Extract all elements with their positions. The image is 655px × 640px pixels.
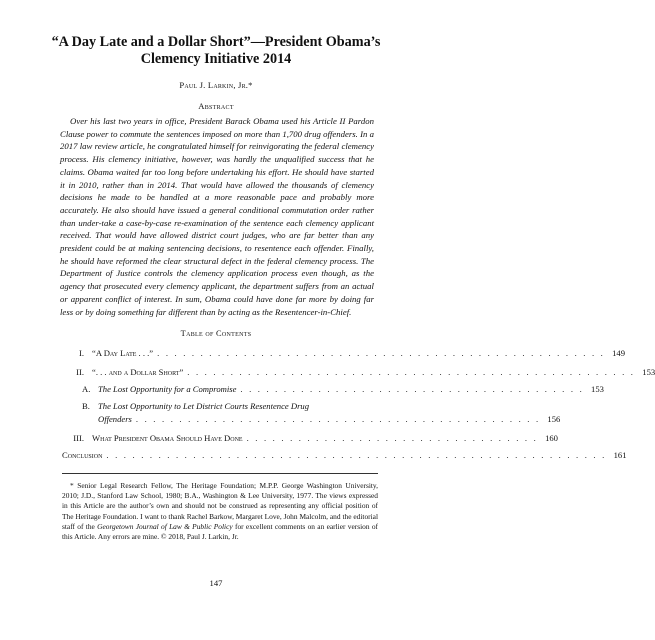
toc-entry-page: 153: [642, 367, 655, 377]
toc-entry-label: The Lost Opportunity for a Compromise: [98, 384, 237, 394]
toc-leader-dots: . . . . . . . . . . . . . . . . . . . . . . . . . . . . . . . . . .: [246, 433, 538, 443]
abstract-heading: Abstract: [198, 101, 234, 111]
toc-entry-number: B.: [82, 401, 90, 411]
toc-entry-page: 153: [591, 384, 604, 394]
toc-entry-2: [62, 366, 655, 378]
article-title: “A Day Late and a Dollar Short”—President Obama’s Clemency Initiative 2014: [51, 34, 381, 67]
toc-entry-number: I.: [78, 348, 84, 358]
toc-entry-page: 160: [545, 433, 558, 443]
toc-leader-dots: . . . . . . . . . . . . . . . . . . . . . . . . . . . . . . . . . . . . . . . . . . . . . . .: [135, 414, 541, 424]
toc-entry-2b-cont: [98, 413, 561, 425]
footnote-separator: [62, 473, 378, 474]
toc-entry-number: A.: [82, 384, 91, 394]
toc-leader-dots: . . . . . . . . . . . . . . . . . . . . . . . . . . . . . . . . . . . . . . . . . . . . . . . . . . . .: [187, 367, 636, 377]
toc-entry-number: II.: [76, 367, 84, 377]
toc-entry-1: [62, 347, 626, 359]
toc-entry-2a: [82, 383, 604, 395]
toc-heading: Table of Contents: [180, 329, 252, 338]
toc-entry-page: 149: [612, 348, 626, 358]
toc-entry-page: 156: [547, 414, 561, 424]
toc-entry-page: 161: [613, 450, 627, 460]
toc-entry-number: III.: [73, 433, 84, 443]
journal-name: Georgetown Journal of Law & Public Policy: [97, 521, 233, 531]
toc-entry-label-line1: The Lost Opportunity to Let District Courts Resentence Drug: [98, 401, 310, 411]
toc-leader-dots: . . . . . . . . . . . . . . . . . . . . . . . . . . . . . . . . . . . . . . . .: [240, 384, 584, 394]
author-byline: Paul J. Larkin, Jr.*: [179, 80, 253, 90]
toc-leader-dots: . . . . . . . . . . . . . . . . . . . . . . . . . . . . . . . . . . . . . . . . . . . . . . . . . . . . . . . . . .: [106, 450, 607, 460]
toc-entry-conclusion: [62, 449, 627, 461]
toc-entry-label-line2: Offenders: [98, 414, 132, 424]
toc-entry-label: “A Day Late . . .”: [92, 348, 154, 358]
toc-entry-2b: [82, 400, 378, 412]
footnote-text: * Senior Legal Research Fellow, The Heritage Foundation; M.P.P. George Washington University, 2010; J.D., Stanford Law School, 1980; B.A., Washington & Lee University, 1977. The views expressed in this Article are the author’s own and should not be construed as representing any official position of The Heritage Foundation. I want to thank Rachel Barkow, Margaret Love, John Malcolm, and the editorial staff of the Georgetown Journal of Law & Public Policy for excellent comments on an earlier version of this Article. Any errors are mine. © 2018, Paul J. Larkin, Jr.: [62, 481, 378, 542]
toc-leader-dots: . . . . . . . . . . . . . . . . . . . . . . . . . . . . . . . . . . . . . . . . . . . . . . . . . . . .: [157, 348, 606, 358]
toc-entry-3: [62, 432, 558, 444]
toc-entry-label: “. . . and a Dollar Short”: [92, 367, 184, 377]
page-number: 147: [209, 578, 223, 588]
abstract-text: Over his last two years in office, President Barack Obama used his Article II Pardon Clause power to commute the sentences imposed on more than 1,700 drug offenders. In a 2017 law review article, he congratulated himself for reinvigorating the federal clemency process. His clemency initiative, however, was hardly the unqualified success that he claims. Obama waited far too long before undertaking his effort. He should have started it in 2010, rather than in 2014. That would have allowed the thousands of clemency decisions he made to be handled at a more reasonable pace and probably more accurately. He also should have issued a general conditional commutation order rather than under-take a case-by-case re-examination of the sentence each clemency applicant received. That would have allowed district court judges, who are far better than any president could be at making sentencing decisions, to resentence each offender. Finally, he should have reformed the clear structural defect in the federal clemency process. The Department of Justice controls the clemency application process even though, as the agency that prosecuted every clemency applicant, the department suffers from an actual or apparent conflict of interest. In sum, Obama could have done far more by doing far less or by doing something far different than by acting as the Resentencer-in-Chief.: [60, 116, 374, 317]
toc-entry-label: What President Obama Should Have Done: [92, 433, 243, 443]
toc-entry-label: Conclusion: [62, 450, 103, 460]
